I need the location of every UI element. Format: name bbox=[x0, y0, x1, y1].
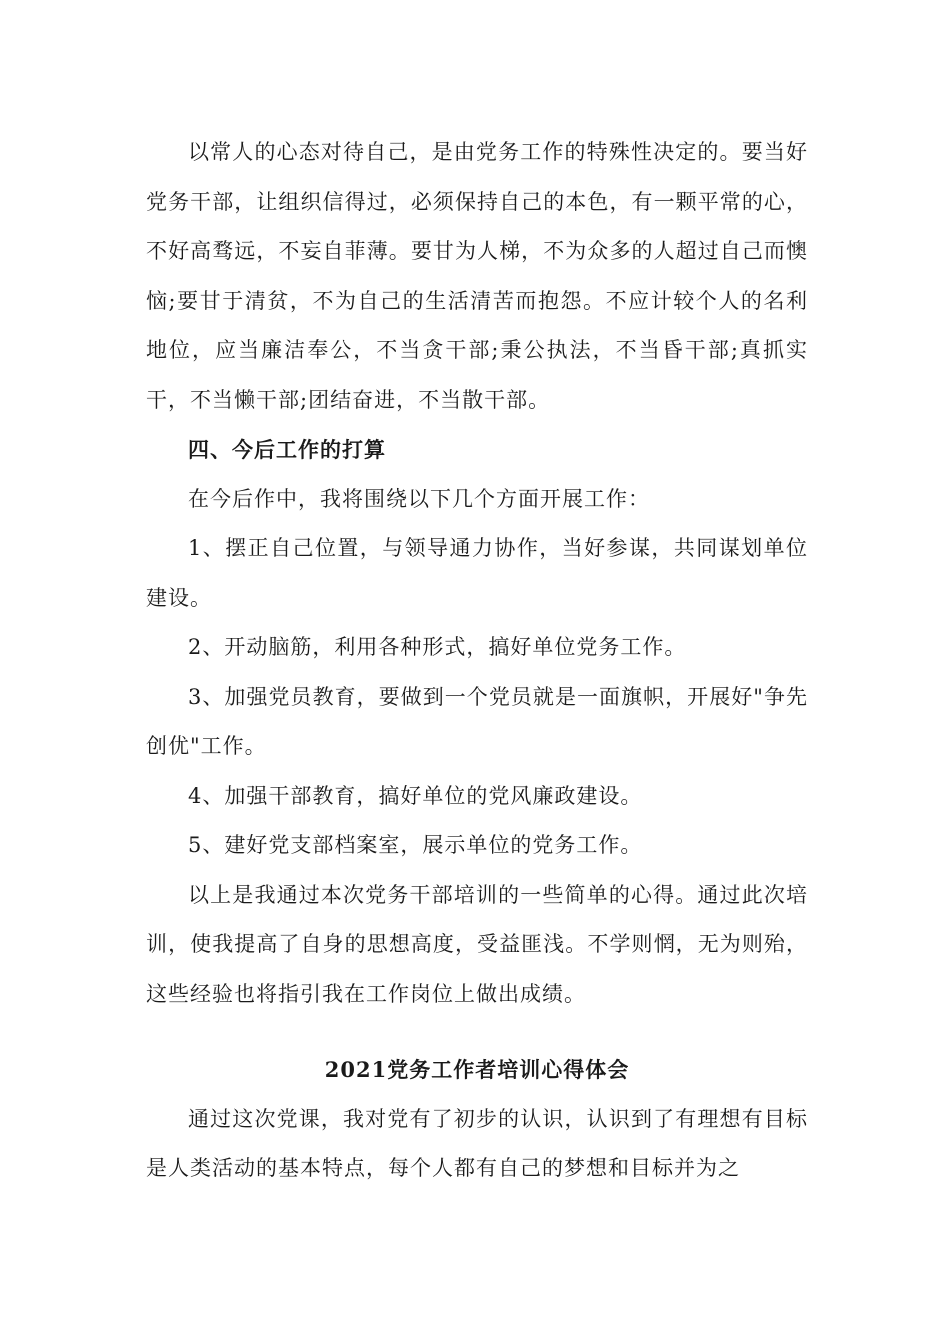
paragraph-conclusion: 以上是我通过本次党务干部培训的一些简单的心得。通过此次培训，使我提高了自身的思想高度，受益匪浅。不学则惘，无为则殆，这些经验也将指引我在工作岗位上做出成绩。 bbox=[146, 882, 808, 1006]
list-item-2: 2、开动脑筋，利用各种形式，搞好单位党务工作。 bbox=[188, 635, 687, 659]
list-item-5: 5、建好党支部档案室，展示单位的党务工作。 bbox=[188, 833, 643, 857]
paragraph-mindset: 以常人的心态对待自己，是由党务工作的特殊性决定的。要当好党务干部，让组织信得过，必须保持自己的本色，有一颗平常的心，不好高骛远，不妄自菲薄。要甘为人梯，不为众多的人超过自己而懊恼;要甘于清贫，不为自己的生活清苦而抱怨。不应计较个人的名利地位，应当廉洁奉公，不当贪干部;秉公执法，不当昏干部;真抓实干，不当懒干部;团结奋进，不当散干部。 bbox=[146, 140, 808, 412]
list-item-4: 4、加强干部教育，搞好单位的党风廉政建设。 bbox=[188, 783, 643, 808]
list-item-3: 3、加强党员教育，要做到一个党员就是一面旗帜，开展好"争先创优"工作。 bbox=[146, 684, 808, 758]
document-title: 2021党务工作者培训心得体会 bbox=[324, 1057, 630, 1082]
document-body bbox=[146, 128, 808, 1194]
paragraph-party-class: 通过这次党课，我对党有了初步的认识，认识到了有理想有目标是人类活动的基本特点，每个人都有自己的梦想和目标并为之 bbox=[146, 1106, 808, 1180]
paragraph-intro: 在今后作中，我将围绕以下几个方面开展工作： bbox=[188, 486, 650, 511]
section-heading-future-plans: 四、今后工作的打算 bbox=[188, 437, 386, 462]
list-item-1: 1、摆正自己位置，与领导通力协作，当好参谋，共同谋划单位建设。 bbox=[146, 536, 808, 610]
